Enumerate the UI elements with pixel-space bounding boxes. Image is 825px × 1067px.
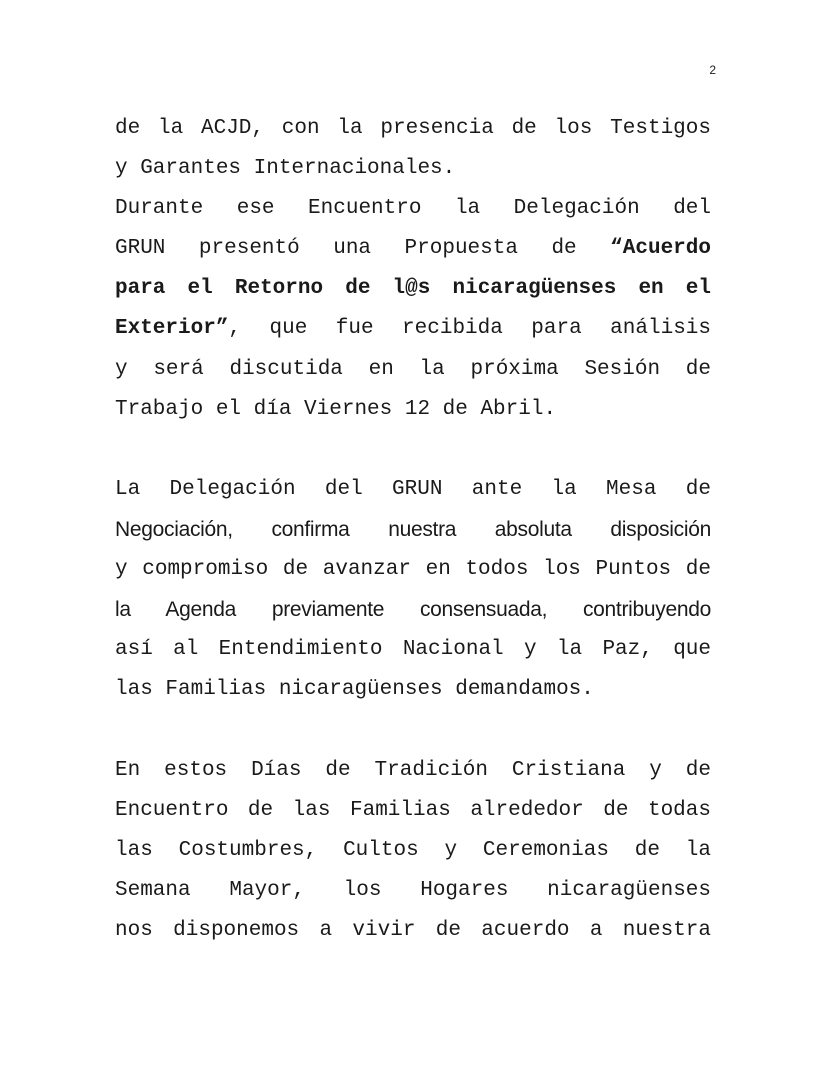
text-line: y será discutida en la próxima Sesión de [115,357,711,381]
text-line: Trabajo el día Viernes 12 de Abril. [115,397,557,421]
text-line-mixed [115,229,711,269]
text-line-mixed [115,309,711,349]
page-number: 2 [709,63,716,77]
text-line: Negociación, confirma nuestra absoluta disposición [115,517,711,541]
text-line: y Garantes Internacionales. [115,157,456,181]
body-text [115,109,711,951]
bold-title-line: para el Retorno de l@s nicaragüenses en el [115,277,711,301]
text-line: las Costumbres, Cultos y Ceremonias de la [115,838,711,862]
text-line: Durante ese Encuentro la Delegación del [115,197,711,221]
bold-title-end: Exterior” [115,317,229,341]
text-line: Semana Mayor, los Hogares nicaragüenses [115,878,711,902]
text-line: En estos Días de Tradición Cristiana y de [115,758,711,782]
text-line: La Delegación del GRUN ante la Mesa de [115,477,711,501]
text-line: la Agenda previamente consensuada, contribuyendo [115,598,711,622]
text-line: de la ACJD, con la presencia de los Testigos [115,117,711,140]
text-line: Encuentro de las Familias alrededor de todas [115,798,711,822]
bold-title-start: “Acuerdo [610,237,711,261]
text-span: GRUN presentó una Propuesta de [115,237,611,261]
paragraph-gap [115,710,711,750]
paragraph-gap [115,430,711,470]
text-line: las Familias nicaragüenses demandamos. [115,678,594,702]
text-span: , que fue recibida para análisis [228,317,711,341]
text-line: así al Entendimiento Nacional y la Paz, que [115,638,711,662]
text-line: y compromiso de avanzar en todos los Puntos de [115,558,711,582]
text-line: nos disponemos a vivir de acuerdo a nuestra [115,918,711,942]
